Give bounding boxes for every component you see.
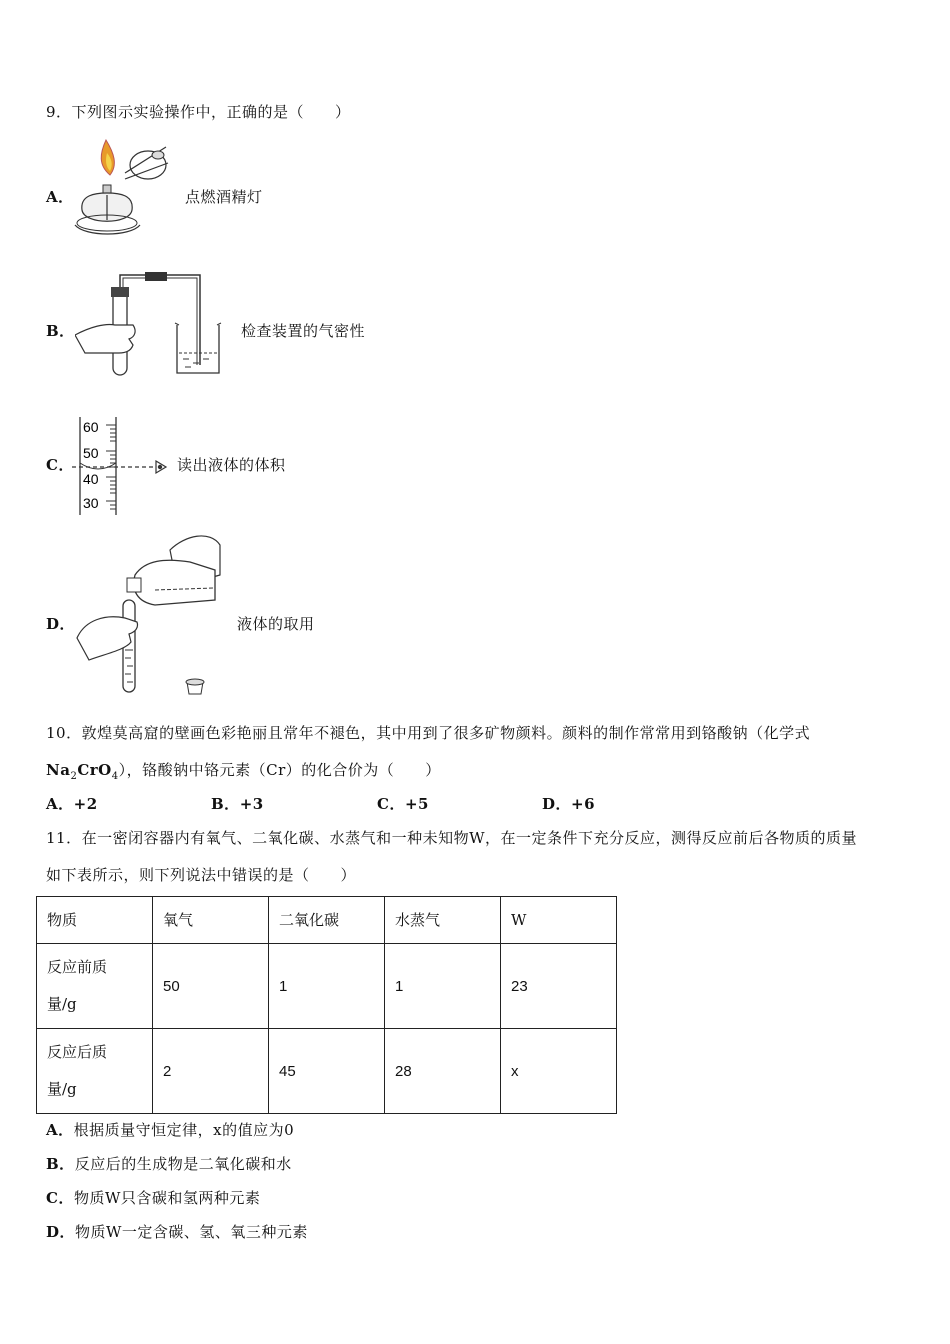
q10-stem-rest: ），铬酸钠中铬元素（Cr）的化合价为（ ） xyxy=(118,761,441,779)
cylinder-tick-30: 30 xyxy=(83,495,99,511)
graduated-cylinder-reading-figure xyxy=(72,415,182,517)
row-label: 反应后质 量/g xyxy=(37,1029,153,1114)
table-cell: 2 xyxy=(153,1029,269,1114)
liquid-pouring-figure xyxy=(75,530,225,705)
formula-cro: CrO xyxy=(77,761,112,779)
q9-option-a-label: A． xyxy=(46,188,74,206)
q11-stem-line2: 如下表所示，则下列说法中错误的是（ ） xyxy=(46,866,357,884)
q10-option-d: D．+6 xyxy=(542,795,596,813)
table-header: 氧气 xyxy=(153,897,269,944)
formula-na: Na xyxy=(46,761,71,779)
table-header-row xyxy=(37,897,617,944)
row-label: 反应前质 量/g xyxy=(37,944,153,1029)
table-cell: 45 xyxy=(269,1029,385,1114)
formula-sub-2: 2 xyxy=(70,771,78,782)
q9-option-d-text: 液体的取用 xyxy=(237,615,315,633)
lighting-alcohol-lamp-figure xyxy=(70,135,175,245)
q9-option-b-label: B． xyxy=(46,322,75,340)
table-row xyxy=(37,944,617,1029)
q9-stem: 9．下列图示实验操作中，正确的是（ ） xyxy=(46,103,351,121)
q9-option-d-label: D． xyxy=(46,615,76,633)
mass-table xyxy=(36,896,617,1114)
table-cell: 1 xyxy=(385,944,501,1029)
table-header: W xyxy=(501,897,617,944)
q9-option-b-text: 检查装置的气密性 xyxy=(241,322,366,340)
airtightness-check-figure xyxy=(75,265,235,380)
table-header: 水蒸气 xyxy=(385,897,501,944)
cylinder-tick-50: 50 xyxy=(83,445,99,461)
q11-option-d: D．物质W一定含碳、氢、氧三种元素 xyxy=(46,1223,308,1241)
table-row xyxy=(37,1029,617,1114)
q11-option-b: B．反应后的生成物是二氧化碳和水 xyxy=(46,1155,292,1173)
table-header: 二氧化碳 xyxy=(269,897,385,944)
q9-option-c-text: 读出液体的体积 xyxy=(177,456,286,474)
q10-stem-line1: 10．敦煌莫高窟的壁画色彩艳丽且常年不褪色，其中用到了很多矿物颜料。颜料的制作常常用到铬酸钠（化学式 xyxy=(46,724,811,742)
table-cell: 1 xyxy=(269,944,385,1029)
table-cell: x xyxy=(501,1029,617,1114)
cylinder-tick-60: 60 xyxy=(83,419,99,435)
cylinder-tick-40: 40 xyxy=(83,471,99,487)
table-cell: 28 xyxy=(385,1029,501,1114)
q11-stem-line1: 11．在一密闭容器内有氧气、二氧化碳、水蒸气和一种未知物W，在一定条件下充分反应，测得反应前后各物质的质量 xyxy=(46,829,858,847)
formula-sub-4: 4 xyxy=(111,771,119,782)
q10-option-a: A．+2 xyxy=(46,795,98,813)
q11-option-a: A．根据质量守恒定律，x的值应为0 xyxy=(46,1121,295,1139)
q10-option-c: C．+5 xyxy=(377,795,429,813)
table-cell: 50 xyxy=(153,944,269,1029)
q10-option-b: B．+3 xyxy=(211,795,264,813)
q10-stem-line2 xyxy=(46,759,441,782)
q11-option-c: C．物质W只含碳和氢两种元素 xyxy=(46,1189,261,1207)
table-cell: 23 xyxy=(501,944,617,1029)
table-header: 物质 xyxy=(37,897,153,944)
q9-option-c-label: C． xyxy=(46,456,74,474)
q9-option-a-text: 点燃酒精灯 xyxy=(185,188,263,206)
